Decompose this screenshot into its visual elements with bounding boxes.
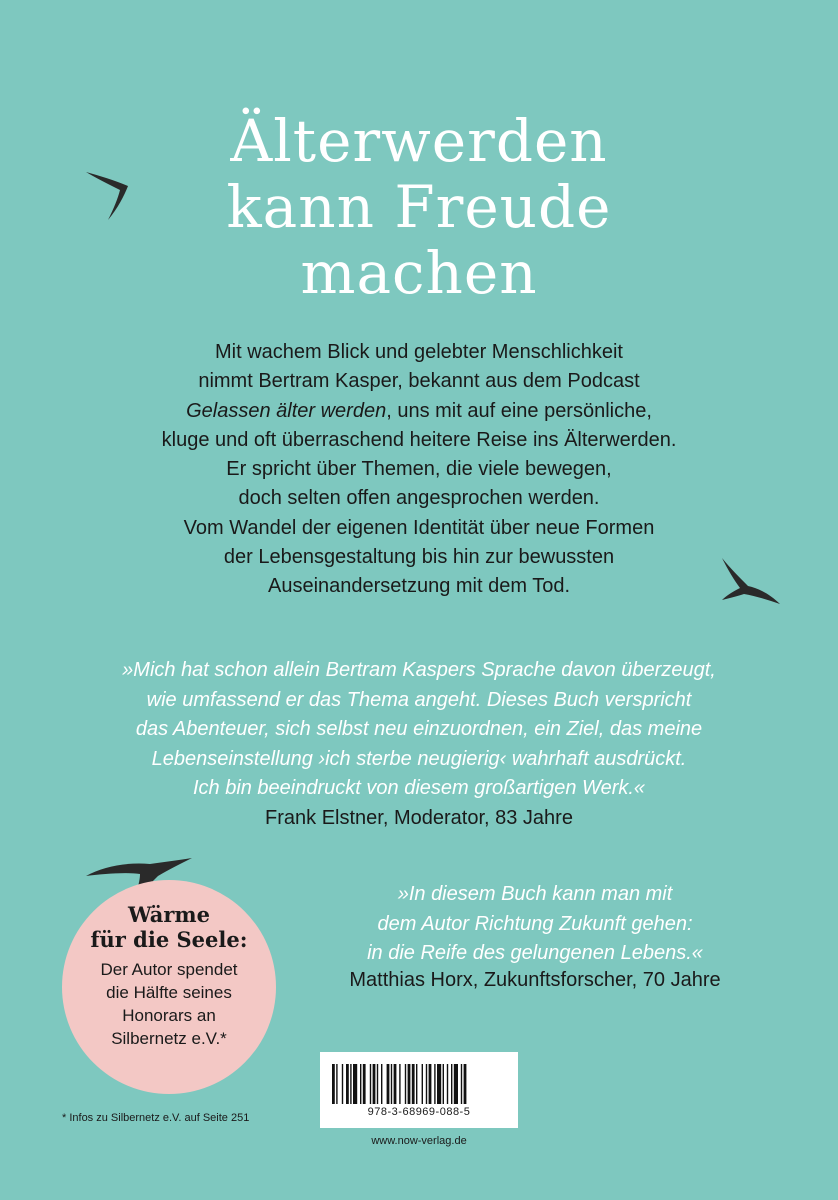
quote-line: dem Autor Richtung Zukunft gehen: — [377, 912, 693, 935]
badge-title — [62, 902, 276, 952]
quote-line: wie umfassend er das Thema angeht. Dieses Buch verspricht — [146, 688, 692, 711]
quote-attribution: Frank Elstner, Moderator, 83 Jahre — [265, 807, 573, 829]
description-line: kluge und oft überraschend heitere Reise ins Älterwerden. — [161, 428, 677, 451]
badge-title-line: für die Seele: — [90, 927, 248, 952]
testimonial-quote — [325, 880, 745, 969]
bird-icon — [84, 166, 136, 226]
headline-line: kann Freude — [226, 173, 612, 241]
quote-line: das Abenteuer, sich selbst neu einzuordnen, ein Ziel, das meine — [135, 718, 703, 740]
quote-line: Ich bin beeindruckt von diesem großartigen Werk.« — [192, 777, 646, 799]
description-line: Er spricht über Themen, die viele bewegen, — [226, 458, 612, 481]
description-line: Vom Wandel der eigenen Identität über neue Formen — [183, 516, 655, 539]
badge-text — [62, 958, 276, 1050]
footnote: * Infos zu Silbernetz e.V. auf Seite 251 — [62, 1112, 250, 1124]
headline-line: machen — [300, 239, 538, 307]
podcast-title: Gelassen älter werden — [186, 399, 387, 422]
quote-attribution: Matthias Horx, Zukunftsforscher, 70 Jahre — [349, 969, 721, 991]
badge-text-line: Honorars an — [122, 1006, 216, 1025]
testimonial-quote — [0, 656, 838, 804]
publisher-url: www.now-verlag.de — [371, 1135, 467, 1147]
badge-text-line: Der Autor spendet — [100, 960, 238, 979]
headline-line: Älterwerden — [230, 107, 608, 175]
donation-badge — [62, 880, 276, 1094]
quote-line: »Mich hat schon allein Bertram Kaspers Sprache davon überzeugt, — [122, 659, 716, 681]
badge-title-line: Wärme — [127, 902, 210, 927]
quote-line: Lebenseinstellung ›ich sterbe neugierig‹ wahrhaft ausdrückt. — [151, 747, 687, 770]
description — [0, 338, 838, 602]
description-line: der Lebensgestaltung bis hin zur bewussten — [223, 546, 615, 569]
quote-line: in die Reife des gelungenen Lebens.« — [367, 942, 703, 964]
description-line — [0, 397, 838, 426]
barcode-bars — [332, 1064, 506, 1104]
description-text: , uns mit auf eine persönliche, — [386, 399, 652, 422]
quote-line: »In diesem Buch kann man mit — [397, 883, 673, 905]
barcode — [320, 1052, 518, 1128]
badge-text-line: Silbernetz e.V.* — [111, 1029, 227, 1048]
badge-text-line: die Hälfte seines — [106, 983, 232, 1002]
description-line: Mit wachem Blick und gelebter Menschlichkeit — [215, 341, 623, 363]
description-line: doch selten offen angesprochen werden. — [238, 487, 600, 510]
isbn: 978-3-68969-088-5 — [367, 1106, 471, 1118]
description-line: Auseinandersetzung mit dem Tod. — [267, 575, 571, 598]
description-line: nimmt Bertram Kasper, bekannt aus dem Podcast — [198, 370, 640, 393]
